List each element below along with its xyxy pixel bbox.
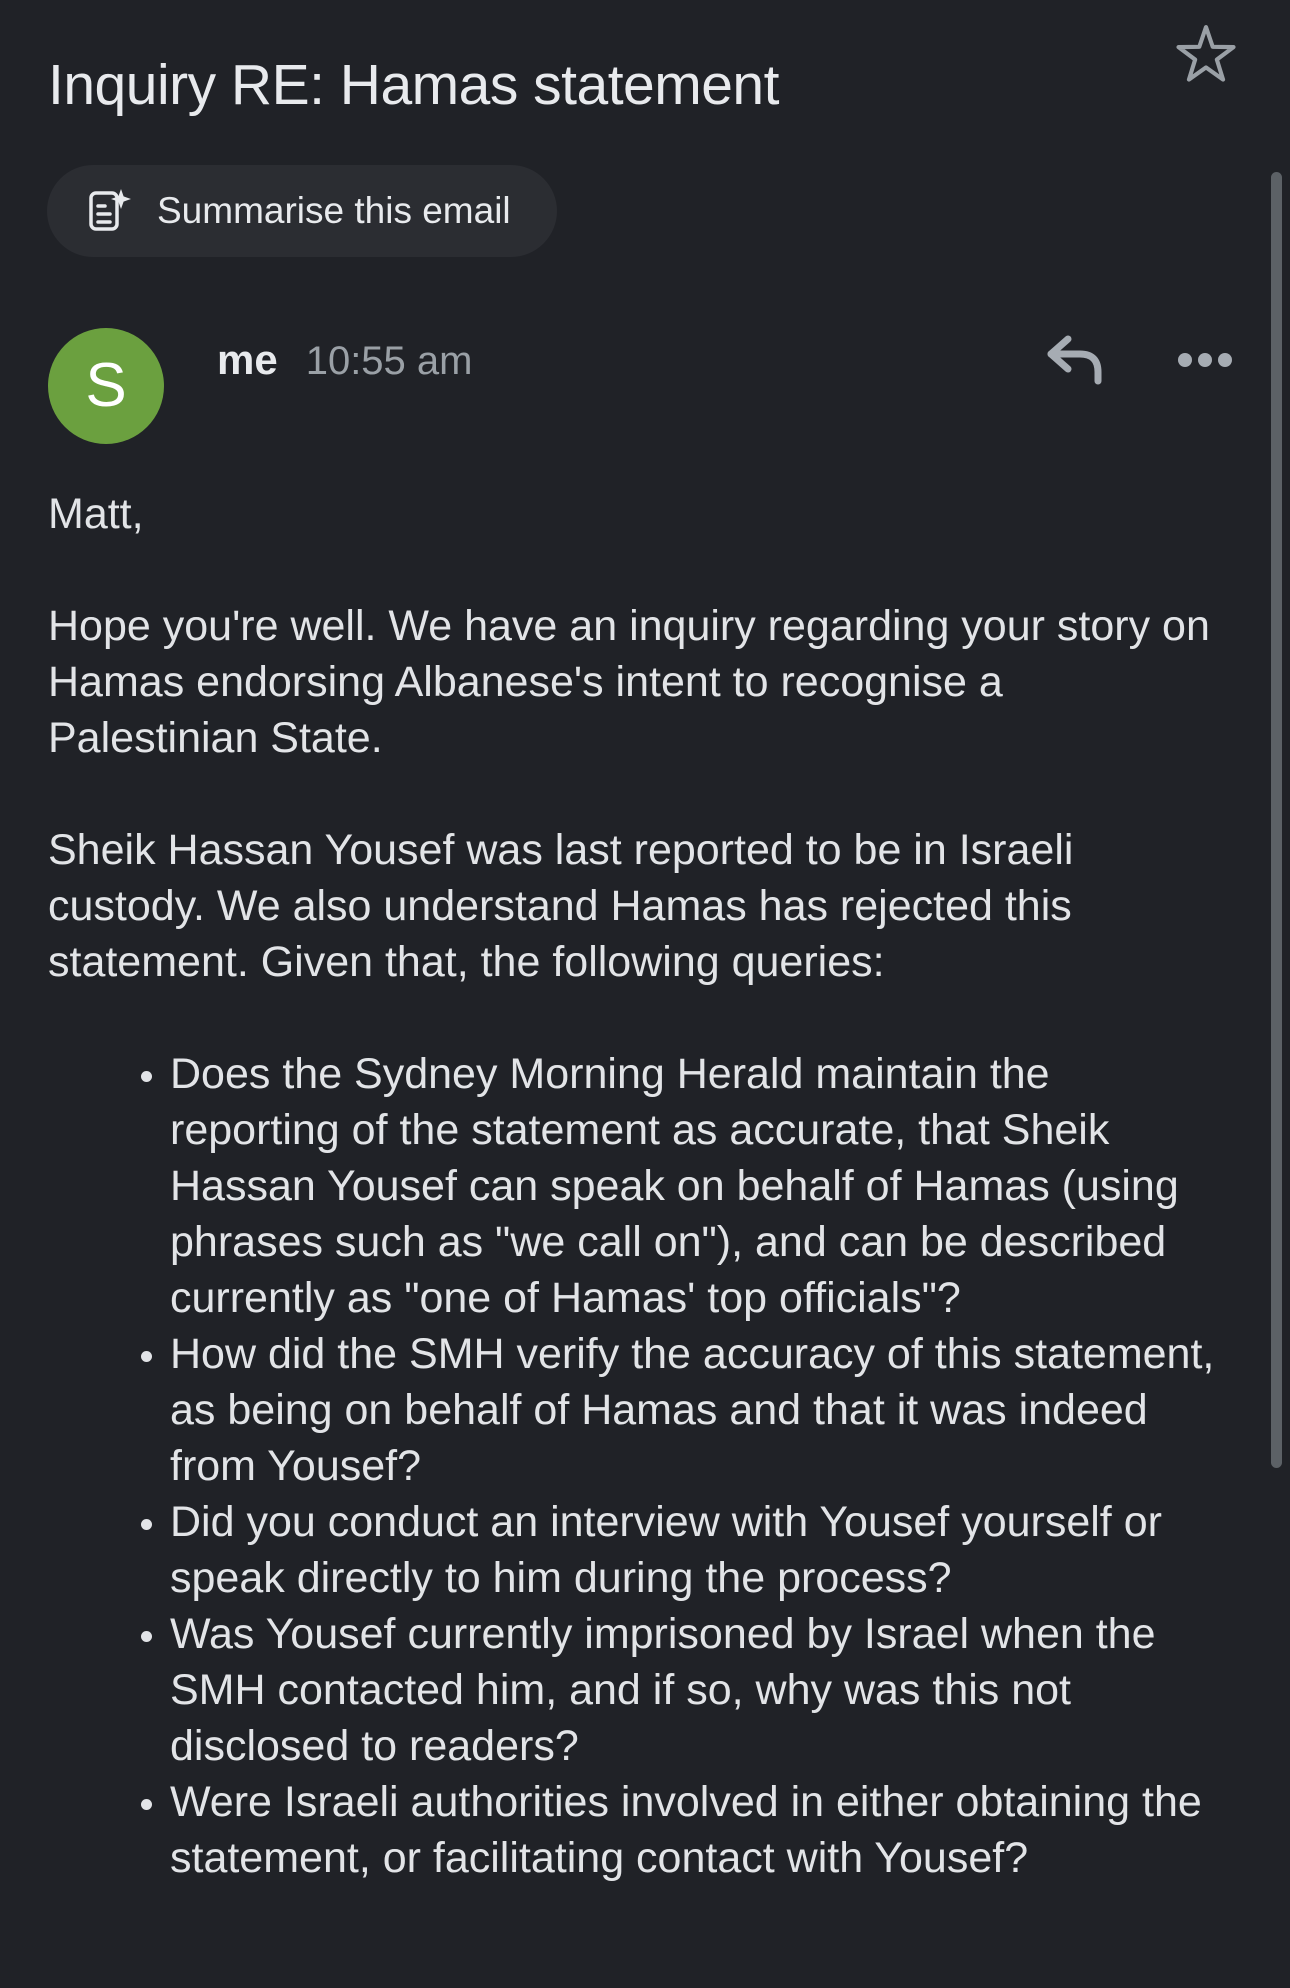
bullet-item: • Does the Sydney Morning Herald maintain the reporting of the statement as accurate, that Sheik Hassan Yousef can speak on behalf of Hamas (using phrases such as "we call on"), and can be described currently as "one of Hamas' top officials"?: [170, 1046, 1218, 1326]
body-paragraph: Sheik Hassan Yousef was last reported to be in Israeli custody. We also understand Hamas has rejected this statement. Given that, the following queries:: [48, 826, 1074, 986]
reply-button[interactable]: [1040, 328, 1108, 392]
avatar-letter: S: [85, 351, 127, 420]
reply-arrow-icon: [1046, 335, 1102, 385]
sender-name[interactable]: me: [217, 336, 278, 383]
sender-meta: [217, 328, 472, 392]
star-button[interactable]: [1176, 24, 1236, 84]
bullet-item: • Were Israeli authorities involved in either obtaining the statement, or facilitating contact with Yousef?: [170, 1774, 1218, 1886]
scrollbar-thumb[interactable]: [1271, 172, 1282, 1468]
summarize-email-button[interactable]: [47, 165, 557, 257]
bullet-item: • Did you conduct an interview with Yousef yourself or speak directly to him during the process?: [170, 1494, 1218, 1606]
three-dot-menu-icon: [1178, 353, 1192, 367]
email-body: [48, 486, 1218, 1886]
sender-avatar[interactable]: [48, 328, 164, 444]
sent-time: 10:55 am: [305, 339, 473, 383]
bullet-item: • How did the SMH verify the accuracy of this statement, as being on behalf of Hamas and that it was indeed from Yousef?: [170, 1326, 1218, 1494]
email-subject: Inquiry RE: Hamas statement: [48, 53, 779, 118]
bullet-item: • Was Yousef currently imprisoned by Israel when the SMH contacted him, and if so, why was this not disclosed to readers?: [170, 1606, 1218, 1774]
greeting-line: Matt,: [48, 490, 144, 538]
summarize-doc-sparkle-icon: [85, 188, 131, 234]
sender-row: [0, 328, 1290, 444]
summarize-label: Summarise this email: [157, 190, 511, 231]
body-paragraph: Hope you're well. We have an inquiry regarding your story on Hamas endorsing Albanese's intent to recognise a Palestinian State.: [48, 602, 1210, 762]
more-options-button[interactable]: [1172, 338, 1238, 382]
query-list: [48, 1046, 1218, 1886]
star-icon: [1176, 24, 1236, 84]
